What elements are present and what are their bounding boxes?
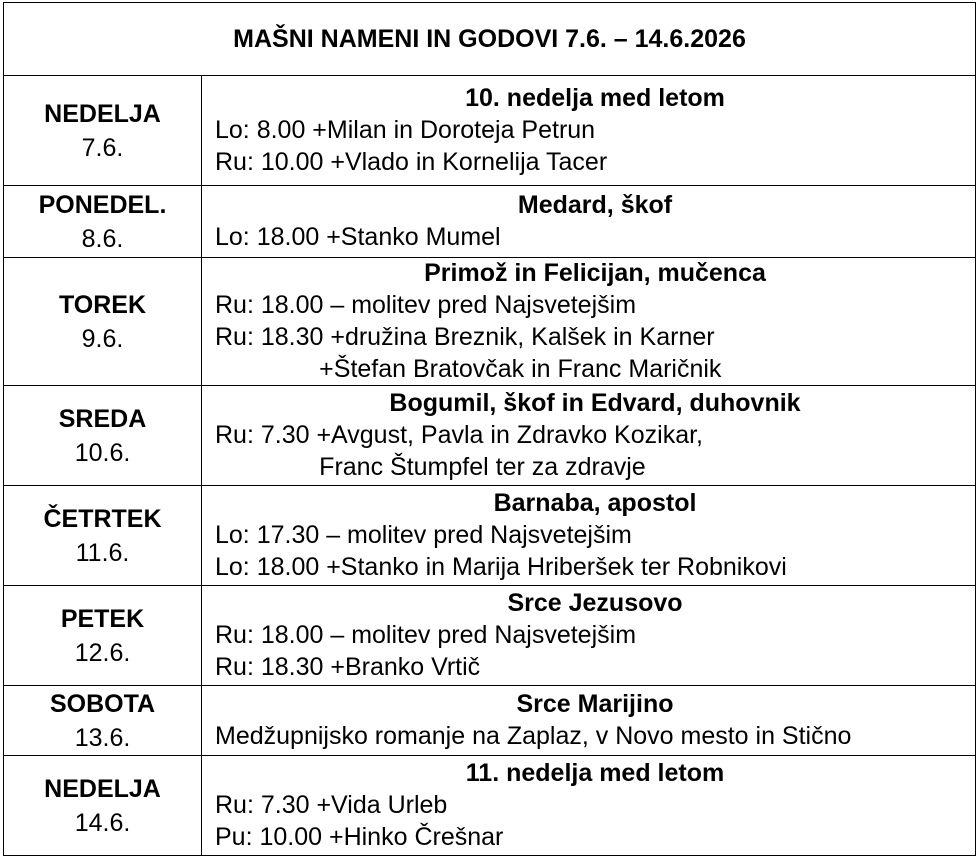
day-row — [4, 756, 976, 856]
day-cell — [4, 258, 202, 386]
day-name: PETEK — [60, 604, 145, 633]
feast-title: Medard, škof — [517, 191, 673, 219]
feast-title: Srce Marijino — [516, 690, 674, 718]
intention-line: Ru: 7.30 +Vida Urleb — [215, 791, 448, 819]
feast-title: Srce Jezusovo — [507, 589, 683, 617]
day-cell — [4, 686, 202, 756]
intentions-cell — [202, 258, 976, 386]
day-date: 7.6. — [81, 133, 124, 162]
intention-line: Lo: 17.30 – molitev pred Najsvetejšim — [215, 521, 632, 549]
day-name: ČETRTEK — [43, 504, 162, 533]
day-name: NEDELJA — [44, 774, 161, 803]
intentions-cell — [202, 756, 976, 856]
day-row — [4, 386, 976, 486]
intentions-cell — [202, 386, 976, 486]
intentions-cell — [202, 586, 976, 686]
day-cell — [4, 756, 202, 856]
feast-title: 11. nedelja med letom — [465, 759, 725, 787]
day-cell — [4, 586, 202, 686]
day-date: 10.6. — [74, 438, 131, 467]
day-date: 12.6. — [74, 638, 131, 667]
schedule-sheet — [3, 2, 975, 856]
feast-title: Bogumil, škof in Edvard, duhovnik — [389, 389, 801, 417]
feast-title: Primož in Felicijan, mučenca — [424, 259, 766, 287]
day-row — [4, 586, 976, 686]
intention-line: Ru: 18.30 +družina Breznik, Kalšek in Karner — [215, 323, 715, 351]
day-cell — [4, 186, 202, 258]
day-row — [4, 186, 976, 258]
intention-line: Ru: 10.00 +Vlado in Kornelija Tacer — [215, 148, 608, 176]
day-row — [4, 686, 976, 756]
day-cell — [4, 386, 202, 486]
intention-line: Ru: 18.00 – molitev pred Najsvetejšim — [215, 291, 637, 319]
intentions-cell — [202, 486, 976, 586]
intention-line: Lo: 8.00 +Milan in Doroteja Petrun — [215, 116, 596, 144]
intentions-cell — [202, 186, 976, 258]
day-name: SOBOTA — [49, 689, 156, 718]
intention-line: Pu: 10.00 +Hinko Črešnar — [215, 823, 504, 851]
day-date: 14.6. — [74, 808, 131, 837]
day-row — [4, 486, 976, 586]
intention-line: Ru: 7.30 +Avgust, Pavla in Zdravko Kozikar, — [215, 421, 703, 449]
day-name: SREDA — [58, 404, 147, 433]
day-date: 13.6. — [74, 723, 131, 752]
day-cell — [4, 76, 202, 186]
day-cell — [4, 486, 202, 586]
page-title: MAŠNI NAMENI IN GODOVI 7.6. – 14.6.2026 — [4, 3, 976, 76]
day-date: 8.6. — [81, 224, 124, 253]
intentions-cell — [202, 76, 976, 186]
feast-title: 10. nedelja med letom — [465, 84, 725, 112]
day-name: PONEDEL. — [38, 190, 167, 219]
title-row — [4, 3, 976, 76]
day-row — [4, 258, 976, 386]
intention-line: Medžupnijsko romanje na Zaplaz, v Novo mesto in Stično — [215, 722, 852, 750]
day-date: 11.6. — [75, 538, 130, 567]
feast-title: Barnaba, apostol — [493, 489, 697, 517]
intention-line: +Štefan Bratovčak in Franc Maričnik — [215, 355, 722, 383]
intentions-cell — [202, 686, 976, 756]
mass-intentions-table — [3, 2, 976, 856]
intention-line: Lo: 18.00 +Stanko Mumel — [215, 223, 501, 251]
intention-line: Ru: 18.30 +Branko Vrtič — [215, 653, 481, 681]
intention-line: Ru: 18.00 – molitev pred Najsvetejšim — [215, 621, 637, 649]
day-name: NEDELJA — [44, 99, 161, 128]
day-date: 9.6. — [81, 324, 124, 353]
day-row — [4, 76, 976, 186]
intention-line: Lo: 18.00 +Stanko in Marija Hriberšek ter Robnikovi — [215, 553, 787, 581]
intention-line: Franc Štumpfel ter za zdravje — [215, 453, 646, 481]
day-name: TOREK — [58, 290, 147, 319]
